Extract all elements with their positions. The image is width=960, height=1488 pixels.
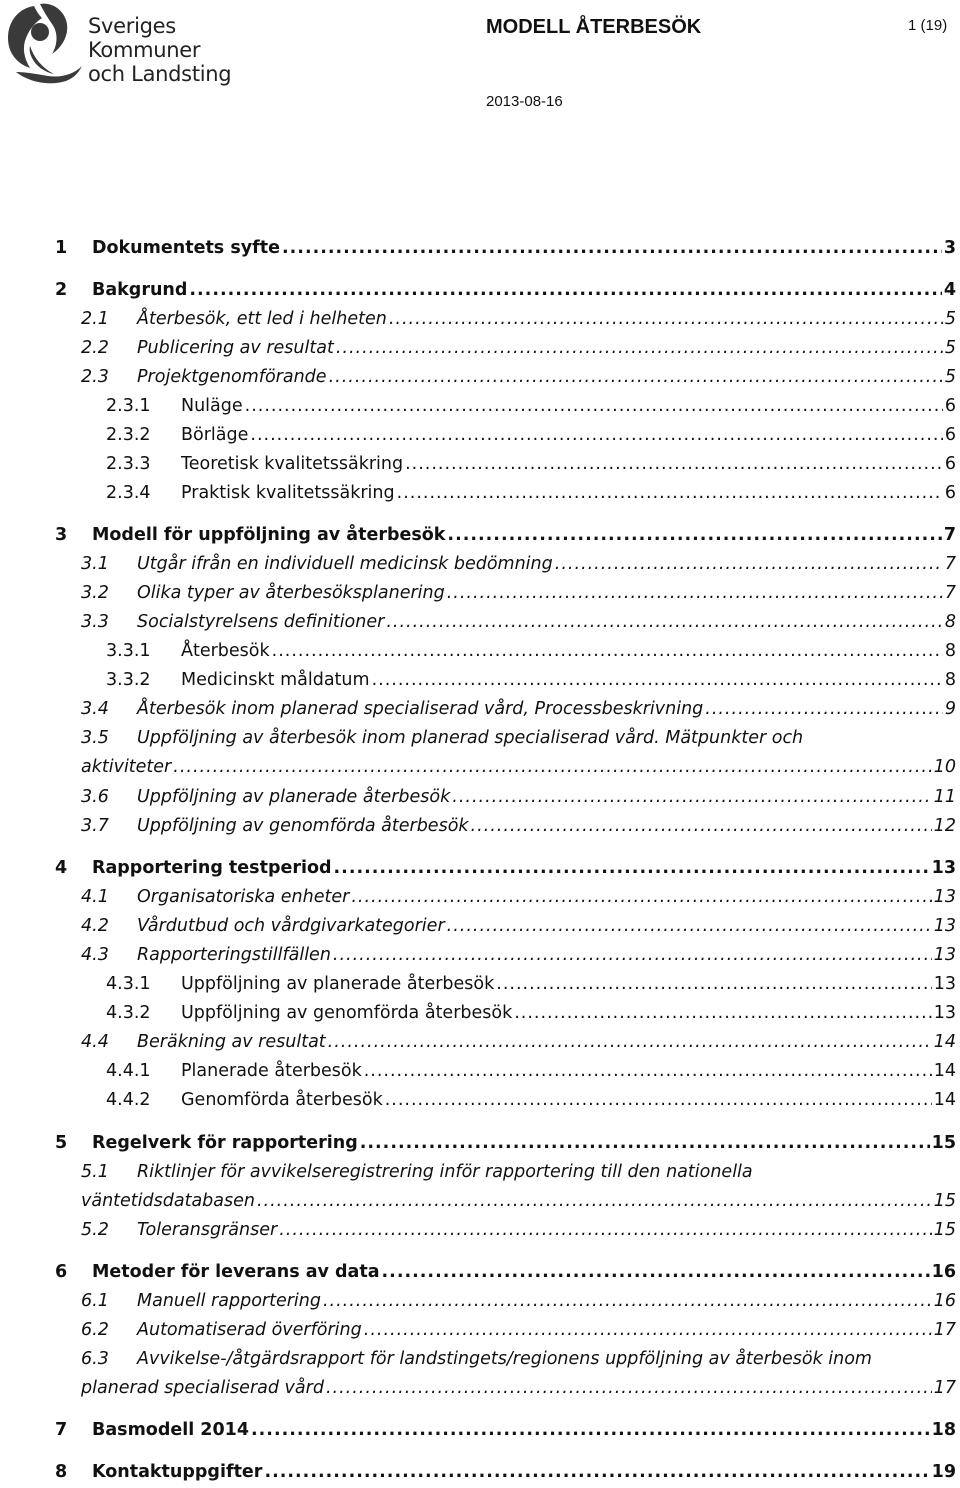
- toc-entry-title: Medicinskt måldatum: [181, 670, 370, 690]
- toc-entry-number: 4.3.2: [106, 1003, 151, 1023]
- org-name-line-2: Kommuner: [88, 38, 201, 62]
- toc-entry-number: 2.3.2: [106, 425, 151, 445]
- toc-entry-title-continuation: aktiviteter: [81, 757, 172, 777]
- toc-entry-title: Toleransgränser: [137, 1220, 278, 1240]
- toc-entry-page: 13: [933, 1003, 956, 1023]
- toc-entry-page: 8: [944, 670, 956, 690]
- toc-entry-number: 3.6: [81, 787, 109, 807]
- toc-entry-number: 7: [55, 1420, 68, 1440]
- toc-entry-number: 3.4: [81, 699, 109, 719]
- toc-entry[interactable]: [106, 1088, 956, 1112]
- toc-dot-leader: [257, 1189, 932, 1213]
- toc-dot-leader: [385, 1088, 932, 1112]
- toc-entry[interactable]: [106, 452, 956, 476]
- toc-entry-number: 4.2: [81, 916, 109, 936]
- toc-entry-title: Uppföljning av planerade återbesök: [181, 974, 495, 994]
- toc-entry-title: Modell för uppföljning av återbesök: [92, 525, 446, 545]
- toc-dot-leader: [326, 1376, 932, 1400]
- toc-entry[interactable]: [106, 1059, 956, 1083]
- toc-entry[interactable]: [55, 1131, 956, 1155]
- toc-entry-number: 5.1: [81, 1162, 109, 1182]
- toc-entry-title-continuation: planerad specialiserad vård: [81, 1378, 324, 1398]
- toc-entry-page: 7: [943, 525, 956, 545]
- org-name-line-3: och Landsting: [88, 62, 232, 86]
- toc-entry-page: 9: [944, 699, 956, 719]
- toc-dot-leader: [279, 1218, 932, 1242]
- toc-dot-leader: [514, 1001, 931, 1025]
- toc-entry[interactable]: [81, 1030, 956, 1054]
- toc-entry-title: Uppföljning av genomförda återbesök: [181, 1003, 513, 1023]
- toc-entry-page: 17: [933, 1378, 956, 1398]
- toc-entry-title: Beräkning av resultat: [137, 1032, 326, 1052]
- toc-entry-number: 1: [55, 238, 68, 258]
- toc-entry-title: Olika typer av återbesöksplanering: [137, 583, 445, 603]
- toc-entry-number: 3.3: [81, 612, 109, 632]
- toc-entry[interactable]: [81, 1289, 956, 1313]
- toc-entry[interactable]: [55, 1260, 956, 1284]
- toc-entry[interactable]: [55, 236, 956, 260]
- toc-entry-number: 4: [55, 858, 68, 878]
- toc-entry-number: 2.1: [81, 309, 109, 329]
- toc-dot-leader: [251, 1418, 930, 1442]
- toc-dot-leader: [364, 1318, 932, 1342]
- toc-dot-leader: [447, 523, 941, 547]
- toc-entry-page: 5: [944, 367, 956, 387]
- toc-entry-page: 12: [933, 816, 956, 836]
- toc-dot-leader: [173, 755, 931, 779]
- toc-entry-number: 3.7: [81, 816, 109, 836]
- toc-entry[interactable]: [81, 610, 956, 634]
- toc-entry-title: Genomförda återbesök: [181, 1090, 383, 1110]
- toc-entry[interactable]: [55, 1418, 956, 1442]
- toc-entry[interactable]: [81, 1347, 872, 1371]
- toc-entry-continuation[interactable]: [81, 1376, 956, 1400]
- toc-dot-leader: [372, 668, 943, 692]
- toc-dot-leader: [447, 581, 943, 605]
- toc-entry-title-continuation: väntetidsdatabasen: [81, 1191, 255, 1211]
- toc-entry-page: 14: [933, 1061, 956, 1081]
- toc-entry-continuation[interactable]: [81, 1189, 956, 1213]
- toc-entry-page: 13: [933, 916, 956, 936]
- toc-entry[interactable]: [81, 697, 956, 721]
- toc-entry-title: Börläge: [181, 425, 249, 445]
- toc-entry-title: Avvikelse-/åtgärdsrapport för landstingets/regionens uppföljning av återbesök inom: [137, 1349, 872, 1369]
- toc-dot-leader: [272, 639, 943, 663]
- toc-dot-leader: [452, 785, 931, 809]
- toc-entry-number: 3.3.2: [106, 670, 151, 690]
- toc-entry[interactable]: [55, 278, 956, 302]
- toc-entry-number: 4.1: [81, 887, 109, 907]
- toc-entry-title: Uppföljning av planerade återbesök: [137, 787, 451, 807]
- toc-entry-page: 15: [933, 1220, 956, 1240]
- toc-entry-title: Basmodell 2014: [92, 1420, 250, 1440]
- skl-emblem-icon: [4, 2, 84, 92]
- toc-entry-number: 4.4: [81, 1032, 109, 1052]
- toc-dot-leader: [405, 452, 943, 476]
- toc-entry-title: Kontaktuppgifter: [92, 1462, 263, 1482]
- toc-entry-page: 14: [933, 1032, 956, 1052]
- toc-entry-page: 7: [944, 554, 956, 574]
- toc-entry-title: Riktlinjer för avvikelseregistrering inför rapportering till den nationella: [137, 1162, 753, 1182]
- toc-dot-leader: [250, 423, 942, 447]
- toc-entry-title: Rapporteringstillfällen: [137, 945, 331, 965]
- toc-entry[interactable]: [81, 814, 956, 838]
- toc-entry[interactable]: [81, 552, 956, 576]
- toc-entry-page: 17: [933, 1320, 956, 1340]
- toc-dot-leader: [336, 336, 943, 360]
- page-header: [0, 0, 960, 130]
- toc-entry-page: 5: [944, 338, 956, 358]
- toc-entry-page: 5: [944, 309, 956, 329]
- toc-entry-title: Bakgrund: [92, 280, 188, 300]
- toc-entry-title: Vårdutbud och vårdgivarkategorier: [137, 916, 445, 936]
- toc-dot-leader: [389, 307, 943, 331]
- toc-entry[interactable]: [81, 581, 956, 605]
- toc-dot-leader: [245, 394, 943, 418]
- toc-dot-leader: [189, 278, 941, 302]
- toc-entry-page: 19: [931, 1462, 956, 1482]
- toc-entry[interactable]: [81, 885, 956, 909]
- toc-entry-number: 2.2: [81, 338, 109, 358]
- toc-dot-leader: [329, 365, 943, 389]
- toc-entry[interactable]: [81, 307, 956, 331]
- toc-dot-leader: [705, 697, 943, 721]
- toc-entry-number: 5.2: [81, 1220, 109, 1240]
- toc-entry-title: Utgår ifrån en individuell medicinsk bedömning: [137, 554, 553, 574]
- toc-entry-page: 8: [944, 612, 956, 632]
- toc-entry-number: 3: [55, 525, 68, 545]
- toc-entry-title: Återbesök: [181, 641, 270, 661]
- toc-entry-page: 13: [933, 945, 956, 965]
- toc-dot-leader: [334, 856, 930, 880]
- toc-dot-leader: [323, 1289, 932, 1313]
- org-name-line-1: Sveriges: [88, 14, 176, 38]
- toc-entry[interactable]: [81, 1218, 956, 1242]
- toc-entry-number: 4.4.1: [106, 1061, 151, 1081]
- toc-entry-number: 4.3: [81, 945, 109, 965]
- toc-entry[interactable]: [81, 1318, 956, 1342]
- toc-entry-title: Publicering av resultat: [137, 338, 334, 358]
- toc-dot-leader: [386, 610, 943, 634]
- toc-entry-page: 14: [933, 1090, 956, 1110]
- toc-entry[interactable]: [106, 481, 956, 505]
- toc-entry-page: 10: [933, 757, 956, 777]
- toc-entry-title: Planerade återbesök: [181, 1061, 362, 1081]
- toc-dot-leader: [264, 1460, 929, 1484]
- toc-entry-number: 3.2: [81, 583, 109, 603]
- toc-entry-title: Återbesök inom planerad specialiserad vård, Processbeskrivning: [137, 699, 704, 719]
- toc-entry-title: Organisatoriska enheter: [137, 887, 350, 907]
- toc-entry[interactable]: [55, 523, 956, 547]
- toc-entry-page: 18: [931, 1420, 956, 1440]
- toc-entry-title: Återbesök, ett led i helheten: [137, 309, 387, 329]
- page-number: 1 (19): [908, 17, 948, 34]
- toc-entry[interactable]: [55, 1460, 956, 1484]
- toc-entry-title: Praktisk kvalitetssäkring: [181, 483, 395, 503]
- toc-entry-page: 13: [931, 858, 956, 878]
- toc-entry-page: 15: [931, 1133, 956, 1153]
- toc-dot-leader: [360, 1131, 930, 1155]
- toc-entry-title: Projektgenomförande: [137, 367, 327, 387]
- toc-dot-leader: [282, 236, 942, 260]
- toc-entry-number: 4.3.1: [106, 974, 151, 994]
- org-name: [88, 14, 231, 86]
- toc-entry-title: Uppföljning av återbesök inom planerad specialiserad vård. Mätpunkter och: [137, 728, 804, 748]
- toc-entry-page: 16: [931, 1262, 956, 1282]
- toc-entry-title: Dokumentets syfte: [92, 238, 280, 258]
- toc-entry-page: 15: [933, 1191, 956, 1211]
- toc-entry-page: 6: [944, 396, 956, 416]
- toc-entry[interactable]: [106, 668, 956, 692]
- toc-entry-page: 11: [933, 787, 956, 807]
- toc-entry-page: 8: [944, 641, 956, 661]
- toc-dot-leader: [496, 972, 931, 996]
- toc-entry-page: 7: [944, 583, 956, 603]
- toc-entry-number: 5: [55, 1133, 68, 1153]
- toc-dot-leader: [447, 914, 932, 938]
- toc-entry-page: 6: [944, 425, 956, 445]
- toc-entry-page: 13: [933, 887, 956, 907]
- toc-entry-title: Teoretisk kvalitetssäkring: [181, 454, 404, 474]
- skl-logo: [4, 2, 234, 92]
- toc-entry[interactable]: [81, 1160, 753, 1184]
- toc-entry-title: Socialstyrelsens definitioner: [137, 612, 385, 632]
- toc-entry-title: Manuell rapportering: [137, 1291, 321, 1311]
- toc-dot-leader: [471, 814, 932, 838]
- toc-dot-leader: [351, 885, 931, 909]
- toc-entry-title: Metoder för leverans av data: [92, 1262, 380, 1282]
- toc-entry[interactable]: [81, 726, 803, 750]
- toc-entry-number: 2.3: [81, 367, 109, 387]
- toc-entry-number: 2.3.4: [106, 483, 151, 503]
- toc-entry-number: 3.1: [81, 554, 109, 574]
- toc-entry[interactable]: [55, 856, 956, 880]
- toc-entry[interactable]: [106, 639, 956, 663]
- toc-entry-number: 4.4.2: [106, 1090, 151, 1110]
- toc-dot-leader: [333, 943, 932, 967]
- toc-entry-number: 3.5: [81, 728, 109, 748]
- toc-entry-number: 2.3.1: [106, 396, 151, 416]
- document-title: MODELL ÅTERBESÖK: [486, 16, 702, 38]
- toc-entry[interactable]: [81, 914, 956, 938]
- toc-dot-leader: [397, 481, 943, 505]
- toc-entry-number: 2.3.3: [106, 454, 151, 474]
- toc-entry-page: 3: [943, 238, 956, 258]
- toc-entry-number: 6.1: [81, 1291, 109, 1311]
- toc-entry[interactable]: [106, 972, 956, 996]
- toc-entry-title: Automatiserad överföring: [137, 1320, 362, 1340]
- toc-entry-number: 8: [55, 1462, 68, 1482]
- toc-entry[interactable]: [106, 1001, 956, 1025]
- toc-entry-page: 4: [943, 280, 956, 300]
- toc-entry-number: 6: [55, 1262, 68, 1282]
- toc-entry-page: 6: [944, 454, 956, 474]
- toc-dot-leader: [328, 1030, 932, 1054]
- toc-entry-title: Nuläge: [181, 396, 243, 416]
- toc-entry[interactable]: [106, 423, 956, 447]
- toc-entry-title: Rapportering testperiod: [92, 858, 332, 878]
- toc-entry-continuation[interactable]: [81, 755, 956, 779]
- toc-entry-title: Regelverk för rapportering: [92, 1133, 358, 1153]
- toc-dot-leader: [382, 1260, 930, 1284]
- toc-entry-number: 2: [55, 280, 68, 300]
- toc-entry[interactable]: [81, 943, 956, 967]
- toc-entry-page: 16: [933, 1291, 956, 1311]
- toc-entry[interactable]: [81, 365, 956, 389]
- toc-entry-title: Uppföljning av genomförda återbesök: [137, 816, 469, 836]
- toc-entry-number: 3.3.1: [106, 641, 151, 661]
- toc-entry-page: 13: [933, 974, 956, 994]
- toc-entry-page: 6: [944, 483, 956, 503]
- toc-dot-leader: [555, 552, 943, 576]
- document-date: 2013-08-16: [486, 93, 563, 110]
- toc-entry[interactable]: [106, 394, 956, 418]
- toc-entry-number: 6.3: [81, 1349, 109, 1369]
- toc-entry[interactable]: [81, 785, 956, 809]
- toc-entry[interactable]: [81, 336, 956, 360]
- toc-entry-number: 6.2: [81, 1320, 109, 1340]
- toc-dot-leader: [364, 1059, 932, 1083]
